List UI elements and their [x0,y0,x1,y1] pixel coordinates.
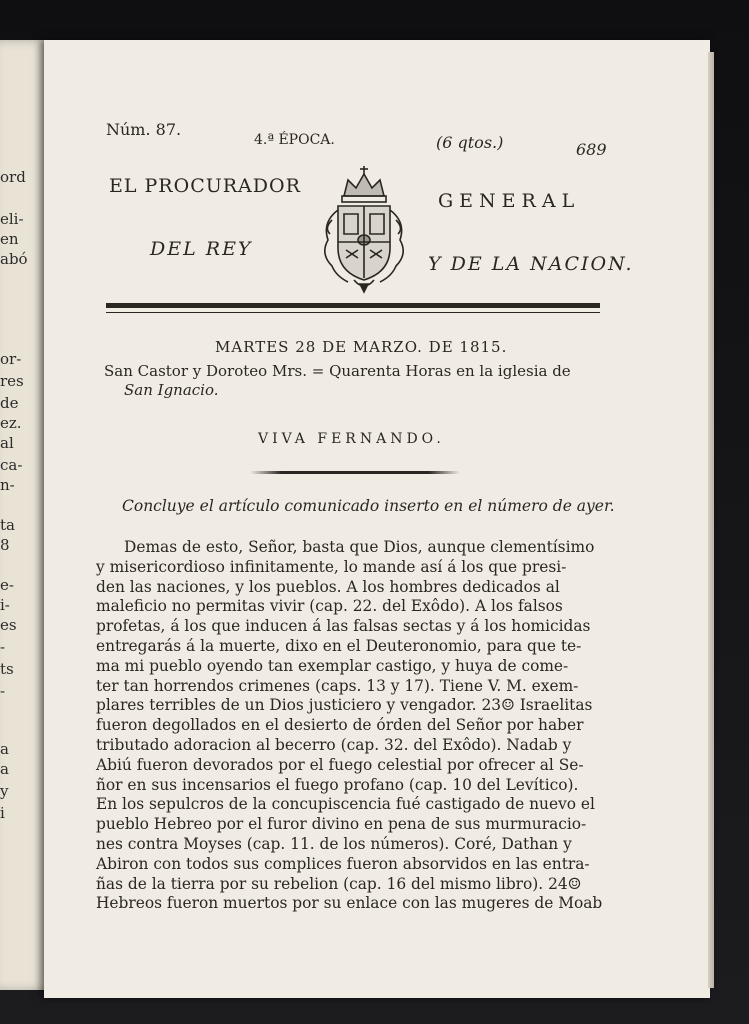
facing-page-text-fragment: ord [0,168,26,186]
masthead-left-top: EL PROCURADOR [109,175,301,197]
epoch-label: 4.ª ÉPOCA. [254,132,335,148]
facing-page-text-fragment: ts [0,660,14,678]
facing-page-text-fragment: es [0,616,17,634]
royal-coat-of-arms-icon [314,162,414,294]
facing-page-text-fragment: y [0,782,9,800]
facing-page-text-fragment: a [0,740,9,758]
body-line: plares terribles de un Dios justiciero y vengador. 23☺ Israelitas [96,696,593,715]
saints-line-2: San Ignacio. [124,381,219,399]
body-line: nes contra Moyses (cap. 11. de los números). Coré, Dathan y [96,834,572,853]
quires-label: (6 qtos.) [436,133,504,152]
body-line: den las naciones, y los pueblos. A los hombres dedicados al [96,577,560,596]
issue-date: MARTES 28 DE MARZO. DE 1815. [215,338,508,356]
facing-page-text-fragment: or- [0,350,22,368]
facing-page-text-fragment: en [0,230,19,248]
body-line: En los sepulcros de la concupiscencia fué castigado de nuevo el [96,795,595,814]
facing-page-text-fragment: ca- [0,456,23,474]
viva-heading: VIVA FERNANDO. [258,431,445,447]
body-line: ma mi pueblo oyendo tan exemplar castigo, y huya de come- [96,656,569,675]
masthead-right-top: GENERAL [438,190,581,212]
facing-page-text-fragment: - [0,682,6,700]
facing-page-text-fragment: 8 [0,536,10,554]
body-line: Demas de esto, Señor, basta que Dios, aunque clementísimo [124,538,595,556]
body-line: ñor en sus incensarios el fuego profano (cap. 10 del Levítico). [96,775,579,794]
facing-page-text-fragment: res [0,372,24,390]
facing-page-text-fragment: - [0,638,6,656]
facing-page-text-fragment: e- [0,576,14,594]
facing-page-text-fragment: abó [0,250,28,268]
body-line: tributado adoracion al becerro (cap. 32. del Exôdo). Nadab y [96,735,572,754]
body-line: entregarás á la muerte, dixo en el Deuteronomio, para que te- [96,636,582,655]
masthead-thick-rule [106,303,600,308]
page-number: 689 [576,140,607,159]
body-line: Hebreos fueron muertos por su enlace con las mugeres de Moab [96,894,603,913]
masthead-right-bottom: Y DE LA NACION. [428,253,634,275]
issue-number: Núm. 87. [106,120,182,139]
facing-page-text-fragment: de [0,394,19,412]
body-line: maleficio no permitas vivir (cap. 22. del Exôdo). A los falsos [96,597,563,616]
facing-page-text-fragment: eli- [0,210,24,228]
body-line: pueblo Hebreo por el furor divino en pena de sus murmuracio- [96,815,587,834]
article-intro: Concluye el artículo comunicado inserto en el número de ayer. [122,497,615,515]
facing-page-text-fragment: al [0,434,14,452]
page-edge [708,52,714,988]
article-body [96,538,603,914]
body-line: ñas de la tierra por su rebelion (cap. 16 del mismo libro). 24☺ [96,874,582,893]
saints-line-1: San Castor y Doroteo Mrs. = Quarenta Horas en la iglesia de [104,362,571,380]
masthead-thin-rule [106,312,600,313]
body-line: y misericordioso infinitamente, lo mande así á los que presi- [96,557,567,576]
body-line: Abiron con todos sus complices fueron absorvidos en las entra- [96,854,590,873]
masthead-left-bottom: DEL REY [150,238,253,260]
body-line: fueron degollados en el desierto de órden del Señor por haber [96,716,584,735]
facing-page-fragment [0,40,50,990]
facing-page-text-fragment: a [0,760,9,778]
section-divider [250,471,460,474]
body-line: ter tan horrendos crimenes (caps. 13 y 17). Tiene V. M. exem- [96,676,579,695]
facing-page-text-fragment: ta [0,516,15,534]
facing-page-text-fragment: i [0,804,5,822]
body-line: profetas, á los que inducen á las falsas sectas y á los homicidas [96,617,591,636]
facing-page-text-fragment: ez. [0,414,22,432]
facing-page-text-fragment: i- [0,596,10,614]
facing-page-text-fragment: n- [0,476,15,494]
body-line: Abiú fueron devorados por el fuego celestial por ofrecer al Se- [96,755,584,774]
